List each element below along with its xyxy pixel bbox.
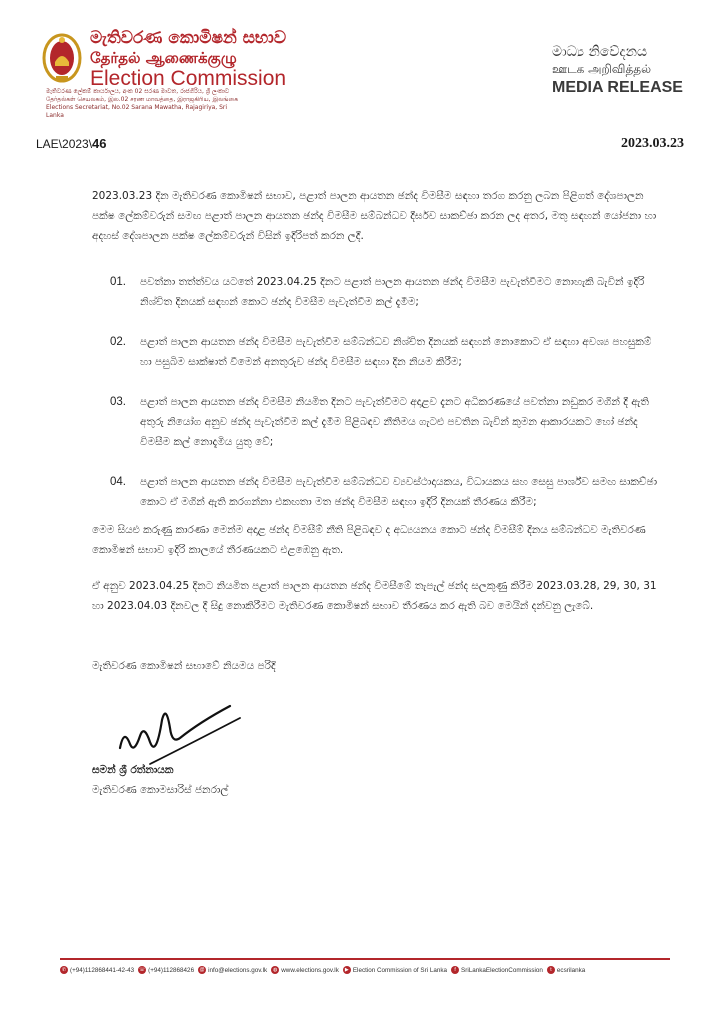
signatory-title: මැතිවරණ කොමසාරිස් ජනරාල් [92, 784, 229, 796]
signatory-name: සමන් ශ්‍රී රත්නායක [92, 764, 174, 776]
brand-sinhala: මැතිවරණ කොමිෂන් සභාව [90, 28, 287, 48]
footer-twitter[interactable] [547, 966, 585, 974]
address-english: Elections Secretariat, No.02 Sarana Mawatha, Rajagiriya, Sri Lanka [46, 104, 228, 119]
intro-paragraph: 2023.03.23 දින මැතිවරණ කොමිෂන් සභාව, පළාත් පාලන ආයතන ඡන්ද විමසීම සඳහා තරග කරනු ලබන පිළිගත් දේශපාලන පක්ෂ ලේකම්වරුන් සමඟ පළාත් පාලන ආයතන ඡන්ද විමසීම සම්බන්ධව දීර්ඝව සාකච්ඡා කරන ලද අතර, මතු සඳහන් යෝජනා හා අදහස් දේශපාලන පක්ෂ ලේකම්වරුන් විසින් ඉදිරිපත් කරන ලදී. [92, 190, 657, 242]
reference-number [36, 136, 107, 151]
proposal-list [110, 272, 664, 532]
item-number: 04. [110, 476, 126, 488]
fax-icon: ☏ [139, 967, 146, 973]
list-item [110, 472, 664, 512]
youtube-icon: ▶ [343, 966, 351, 974]
footer-email[interactable] [198, 966, 267, 974]
closing-line: මැතිවරණ කොමිෂන් සභාවේ නියමය පරිදි [92, 660, 276, 672]
address-block [46, 88, 246, 120]
email-icon: @ [199, 967, 205, 973]
release-date: 2023.03.23 [621, 136, 684, 151]
letterhead [36, 28, 688, 119]
item-text: පවත්නා තත්ත්වය යටතේ 2023.04.25 දිනට පළාත් පාලන ආයතන ඡන්ද විමසීම පැවැත්වීමට නොහැකි බැවින් ඉදිරි නිශ්චිත දිනයක් සඳහන් කොට ඡන්ද විමසීම පැවැත්වීම කල් දැමීම; [140, 276, 645, 308]
item-text: පළාත් පාලන ආයතන ඡන්ද විමසීම පැවැත්වීම සම්බන්ධව නිශ්චිත දිනයක් සඳහන් නොකොට ඒ සඳහා අවශ්‍ය පහසුකම් හා පසුබිම සාක්ෂාත් වීමෙන් අනතුරුව ඡන්ද විමසීම සඳහා දින නියම කිරීම; [140, 336, 652, 368]
facebook-text: SriLankaElectionCommission [461, 966, 543, 974]
brand-block [90, 28, 286, 90]
twitter-text: ecsrilanka [556, 966, 586, 974]
media-sinhala: මාධ්‍ය නිවේදනය [552, 44, 648, 60]
address-tamil: தேர்தல்கள் செயலகம், இல.02 சரண மாவத்தை, இராஜகிரிய, இலங்கை [46, 96, 239, 103]
footer-fax[interactable] [138, 966, 194, 974]
footer-phone[interactable] [60, 966, 134, 974]
item-number: 03. [110, 396, 126, 408]
globe-icon: ◍ [273, 967, 278, 973]
postal-vote-paragraph: ඒ අනුව 2023.04.25 දිනට නියමිත පළාත් පාලන ආයතන ඡන්ද විමසීමේ තැපැල් ඡන්ද සලකුණු කිරීම 2023.03.28, 29, 30, 31 හා 2023.04.03 දිනවල දී සිදු නොකිරීමට මැතිවරණ කොමිෂන් සභාව තීරණය කර ඇති බව මෙයින් දන්වනු ලැබේ. [92, 580, 657, 612]
footer-contacts [60, 966, 676, 974]
media-english: MEDIA RELEASE [552, 79, 683, 96]
footer-facebook[interactable] [451, 966, 543, 974]
reference-row [36, 136, 684, 152]
brand-tamil: தேர்தல் ஆணைக்குழு [90, 49, 237, 67]
list-item [110, 272, 664, 312]
address-sinhala: මැතිවරණ ලේකම් කාර්යාලය, අංක 02 සරණ මාවත, රාජගිරිය, ශ්‍රී ලංකාව [46, 88, 230, 95]
item-text: පළාත් පාලන ආයතන ඡන්ද විමසීම නියමිත දිනට පැවැත්වීමට අදාළව දැනට අධිකරණයේ පවත්නා නඩුකර මගින් දී ඇති අතුරු නියෝග අනුව ඡන්ද පැවැත්වීම කල් දැමීම පිළිබඳව නීතිමය ගැටළු පවතින බැවින් කුමන ආකාරයකට හෝ ඡන්ද විමසීම කල් නොදැමිය යුතු වේ; [140, 396, 649, 448]
item-text: පළාත් පාලන ආයතන ඡන්ද විමසීම පැවැත්වීම සම්බන්ධව ව්‍යවස්ථාදායකය, විධායකය සහ සෙසු පාර්ශ්ව සමඟ සාකච්ඡා කොට ඒ මගින් ඇති කරගන්නා එකඟතා මත ඡන්ද විමසීම සඳහා ඉදිරි දිනයක් තීරණය කිරීම; [140, 476, 658, 508]
footer-web[interactable] [271, 966, 339, 974]
email-text: info@elections.gov.lk [208, 966, 268, 974]
phone-text: (+94)112868441-42-43 [70, 966, 135, 974]
decision-paragraph: මෙම සියළු කරුණු කාරණා මෙන්ම අදාළ ඡන්ද විමසීම් නීති පිළිබඳව ද අධ්‍යයනය කොට ඡන්ද විමසීම් දිනය සම්බන්ධව මැතිවරණ කොමිෂන් සභාව ඉදිරි කාලයේ තීරණයකට එළඹෙනු ඇත. [92, 524, 646, 556]
brand-english: Election Commission [90, 67, 287, 90]
media-release-label [552, 44, 688, 97]
item-number: 01. [110, 276, 126, 288]
reference-id: 46 [92, 136, 107, 151]
list-item [110, 392, 664, 452]
web-text: www.elections.gov.lk [281, 966, 339, 974]
footer-divider [60, 958, 670, 960]
list-item [110, 332, 664, 372]
media-tamil: ஊடக அறிவித்தல் [552, 62, 652, 76]
handwritten-signature [110, 698, 250, 768]
phone-icon: ✆ [61, 967, 67, 973]
fax-text: (+94)112868426 [148, 966, 195, 974]
reference-prefix: LAE\2023\ [36, 137, 93, 151]
footer-youtube[interactable] [343, 966, 447, 974]
item-number: 02. [110, 336, 126, 348]
national-emblem-icon [42, 32, 82, 84]
youtube-text: Election Commission of Sri Lanka [352, 966, 448, 974]
twitter-icon: t [547, 966, 555, 974]
facebook-icon: f [451, 966, 459, 974]
